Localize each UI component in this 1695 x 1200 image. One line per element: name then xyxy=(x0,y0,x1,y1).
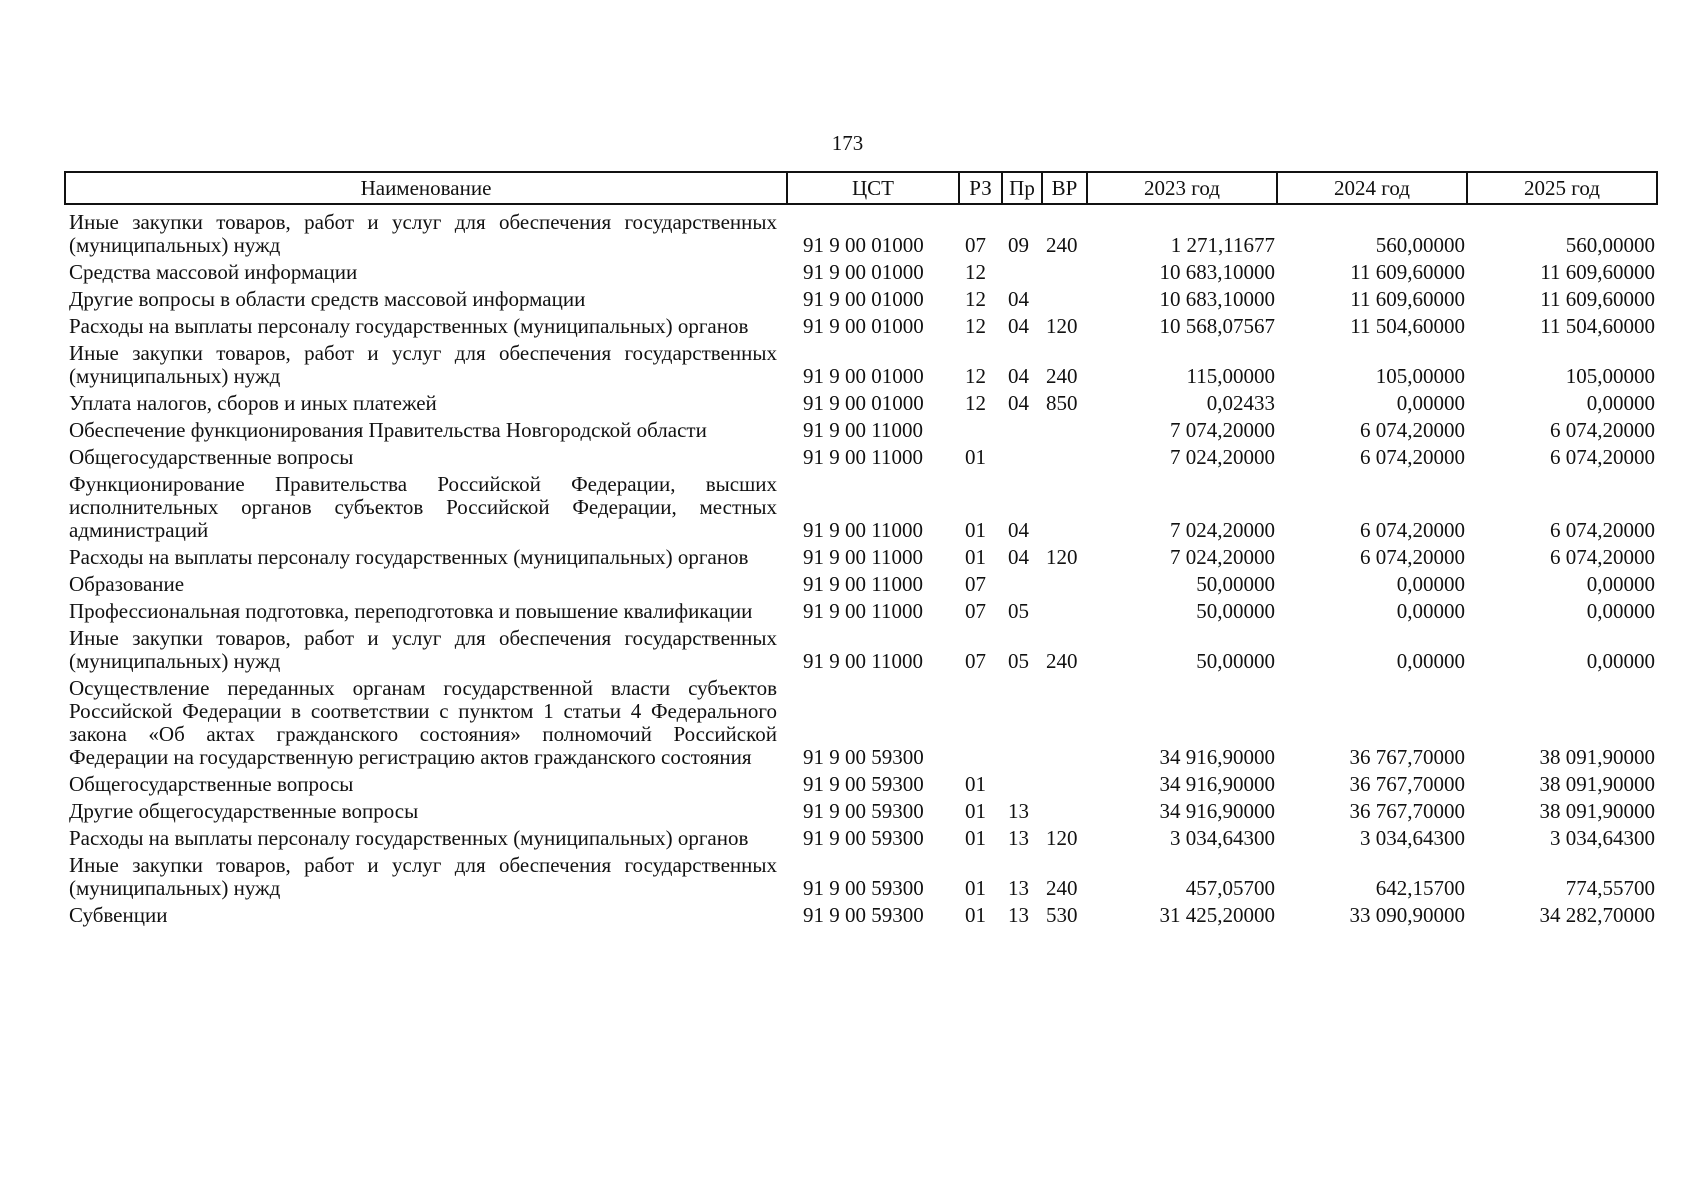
row-pr: 13 xyxy=(1008,799,1029,823)
row-name: Общегосударственные вопросы xyxy=(69,445,354,469)
row-value-2023: 34 916,90000 xyxy=(1159,745,1275,769)
row-name: Средства массовой информации xyxy=(69,260,358,284)
row-value-2025: 11 609,60000 xyxy=(1540,287,1655,311)
row-rz: 07 xyxy=(965,233,986,257)
row-name: Иные закупки товаров, работ и услуг для обеспечения государственных (муниципальных) нужд xyxy=(69,341,777,388)
row-value-2025: 6 074,20000 xyxy=(1550,418,1655,442)
table-row xyxy=(65,673,1657,769)
row-pr: 05 xyxy=(1008,649,1029,673)
row-value-2024: 6 074,20000 xyxy=(1360,445,1465,469)
row-cst: 91 9 00 01000 xyxy=(803,314,924,338)
table-row xyxy=(65,442,1657,469)
row-cst: 91 9 00 01000 xyxy=(803,233,924,257)
row-value-2025: 11 504,60000 xyxy=(1540,314,1655,338)
table-row xyxy=(65,415,1657,442)
row-name: Иные закупки товаров, работ и услуг для обеспечения государственных (муниципальных) нужд xyxy=(69,626,777,673)
row-value-2023: 50,00000 xyxy=(1196,572,1275,596)
row-value-2023: 7 074,20000 xyxy=(1170,418,1275,442)
row-pr: 04 xyxy=(1008,545,1029,569)
row-name: Расходы на выплаты персоналу государственных (муниципальных) органов xyxy=(69,545,749,569)
row-value-2024: 105,00000 xyxy=(1375,364,1465,388)
row-vr: 850 xyxy=(1046,391,1078,415)
row-pr xyxy=(1002,415,1042,442)
row-value-2023: 50,00000 xyxy=(1196,649,1275,673)
table-row xyxy=(65,311,1657,338)
row-pr: 04 xyxy=(1008,518,1029,542)
row-value-2025: 0,00000 xyxy=(1586,572,1655,596)
table-row xyxy=(65,542,1657,569)
row-cst: 91 9 00 11000 xyxy=(803,418,923,442)
row-value-2023: 115,00000 xyxy=(1186,364,1275,388)
row-value-2025: 774,55700 xyxy=(1565,876,1655,900)
row-cst: 91 9 00 01000 xyxy=(803,260,924,284)
row-vr: 120 xyxy=(1046,826,1078,850)
table-row xyxy=(65,596,1657,623)
row-rz: 07 xyxy=(965,649,986,673)
row-rz: 01 xyxy=(965,876,986,900)
row-vr xyxy=(1042,442,1087,469)
row-cst: 91 9 00 11000 xyxy=(803,545,923,569)
row-pr: 13 xyxy=(1008,876,1029,900)
row-value-2025: 38 091,90000 xyxy=(1539,745,1655,769)
row-value-2024: 6 074,20000 xyxy=(1360,418,1465,442)
row-pr xyxy=(1002,257,1042,284)
row-vr: 240 xyxy=(1046,876,1078,900)
table-row xyxy=(65,623,1657,673)
row-value-2024: 33 090,90000 xyxy=(1349,903,1465,927)
row-pr xyxy=(1002,673,1042,769)
row-cst: 91 9 00 59300 xyxy=(803,903,924,927)
header-rz: РЗ xyxy=(959,172,1002,204)
row-value-2025: 11 609,60000 xyxy=(1540,260,1655,284)
row-value-2024: 11 504,60000 xyxy=(1350,314,1465,338)
row-cst: 91 9 00 59300 xyxy=(803,745,924,769)
header-year-2024: 2024 год xyxy=(1277,172,1467,204)
row-value-2023: 50,00000 xyxy=(1196,599,1275,623)
row-rz xyxy=(959,415,1002,442)
row-value-2024: 6 074,20000 xyxy=(1360,518,1465,542)
row-value-2025: 0,00000 xyxy=(1586,391,1655,415)
header-year-2025: 2025 год xyxy=(1467,172,1657,204)
row-value-2024: 11 609,60000 xyxy=(1350,287,1465,311)
row-cst: 91 9 00 11000 xyxy=(803,599,923,623)
row-value-2023: 7 024,20000 xyxy=(1170,445,1275,469)
row-value-2023: 7 024,20000 xyxy=(1170,518,1275,542)
row-pr: 04 xyxy=(1008,391,1029,415)
row-cst: 91 9 00 59300 xyxy=(803,876,924,900)
row-value-2025: 105,00000 xyxy=(1565,364,1655,388)
row-value-2023: 10 568,07567 xyxy=(1159,314,1275,338)
row-vr xyxy=(1042,596,1087,623)
row-rz: 01 xyxy=(965,826,986,850)
row-cst: 91 9 00 59300 xyxy=(803,772,924,796)
row-name: Субвенции xyxy=(69,903,168,927)
row-rz: 07 xyxy=(965,599,986,623)
table-row xyxy=(65,257,1657,284)
row-pr: 13 xyxy=(1008,903,1029,927)
header-year-2023: 2023 год xyxy=(1087,172,1277,204)
table-body xyxy=(65,204,1657,927)
row-vr: 120 xyxy=(1046,545,1078,569)
row-cst: 91 9 00 01000 xyxy=(803,364,924,388)
row-value-2023: 7 024,20000 xyxy=(1170,545,1275,569)
table-row xyxy=(65,796,1657,823)
row-cst: 91 9 00 01000 xyxy=(803,391,924,415)
row-rz: 01 xyxy=(965,445,986,469)
row-pr xyxy=(1002,569,1042,596)
row-name: Расходы на выплаты персоналу государственных (муниципальных) органов xyxy=(69,826,749,850)
row-rz: 01 xyxy=(965,903,986,927)
budget-table xyxy=(64,171,1658,927)
table-row xyxy=(65,469,1657,542)
table-row xyxy=(65,388,1657,415)
row-value-2025: 560,00000 xyxy=(1565,233,1655,257)
row-name: Образование xyxy=(69,572,185,596)
row-rz: 12 xyxy=(965,260,986,284)
row-value-2024: 36 767,70000 xyxy=(1349,745,1465,769)
row-vr xyxy=(1042,796,1087,823)
row-value-2025: 3 034,64300 xyxy=(1550,826,1655,850)
row-value-2024: 3 034,64300 xyxy=(1360,826,1465,850)
row-vr xyxy=(1042,569,1087,596)
row-rz xyxy=(959,673,1002,769)
row-value-2024: 6 074,20000 xyxy=(1360,545,1465,569)
page-number: 173 xyxy=(831,131,864,155)
row-name: Обеспечение функционирования Правительства Новгородской области xyxy=(69,418,707,442)
row-vr: 240 xyxy=(1046,649,1078,673)
row-vr: 240 xyxy=(1046,364,1078,388)
row-value-2025: 6 074,20000 xyxy=(1550,545,1655,569)
row-rz: 12 xyxy=(965,391,986,415)
row-name: Осуществление переданных органам государственной власти субъектов Российской Федерации в соответствии с пунктом 1 статьи 4 Федерального закона «Об актах гражданского состояния» полномочий Российской Федерации на государственную регистрацию актов гражданского состояния xyxy=(69,676,777,769)
row-value-2023: 3 034,64300 xyxy=(1170,826,1275,850)
row-rz: 01 xyxy=(965,545,986,569)
row-rz: 12 xyxy=(965,287,986,311)
row-value-2025: 6 074,20000 xyxy=(1550,518,1655,542)
row-pr: 04 xyxy=(1008,364,1029,388)
row-name: Другие вопросы в области средств массовой информации xyxy=(69,287,586,311)
row-vr xyxy=(1042,284,1087,311)
row-pr: 04 xyxy=(1008,287,1029,311)
row-value-2025: 0,00000 xyxy=(1586,649,1655,673)
header-pr: Пр xyxy=(1002,172,1042,204)
row-cst: 91 9 00 11000 xyxy=(803,445,923,469)
row-value-2024: 0,00000 xyxy=(1396,391,1465,415)
row-cst: 91 9 00 59300 xyxy=(803,799,924,823)
row-rz: 12 xyxy=(965,364,986,388)
row-vr xyxy=(1042,673,1087,769)
row-name: Уплата налогов, сборов и иных платежей xyxy=(69,391,437,415)
table-row xyxy=(65,204,1657,257)
table-row xyxy=(65,569,1657,596)
row-value-2024: 36 767,70000 xyxy=(1349,799,1465,823)
row-value-2023: 0,02433 xyxy=(1206,391,1275,415)
row-vr: 120 xyxy=(1046,314,1078,338)
table-row xyxy=(65,284,1657,311)
header-cst: ЦСТ xyxy=(787,172,959,204)
table-row xyxy=(65,850,1657,900)
row-vr: 530 xyxy=(1046,903,1078,927)
table-row xyxy=(65,769,1657,796)
table-row xyxy=(65,823,1657,850)
row-vr xyxy=(1042,469,1087,542)
row-value-2025: 0,00000 xyxy=(1586,599,1655,623)
row-cst: 91 9 00 11000 xyxy=(803,572,923,596)
row-pr xyxy=(1002,442,1042,469)
row-vr xyxy=(1042,415,1087,442)
row-cst: 91 9 00 11000 xyxy=(803,649,923,673)
row-value-2024: 36 767,70000 xyxy=(1349,772,1465,796)
row-value-2024: 0,00000 xyxy=(1396,649,1465,673)
row-value-2023: 34 916,90000 xyxy=(1159,772,1275,796)
row-rz: 07 xyxy=(965,572,986,596)
row-value-2025: 34 282,70000 xyxy=(1539,903,1655,927)
row-value-2024: 642,15700 xyxy=(1375,876,1465,900)
row-pr: 05 xyxy=(1008,599,1029,623)
row-value-2024: 560,00000 xyxy=(1375,233,1465,257)
row-rz: 12 xyxy=(965,314,986,338)
row-value-2025: 38 091,90000 xyxy=(1539,799,1655,823)
row-rz: 01 xyxy=(965,799,986,823)
row-name: Другие общегосударственные вопросы xyxy=(69,799,419,823)
row-name: Иные закупки товаров, работ и услуг для обеспечения государственных (муниципальных) нужд xyxy=(69,210,777,257)
row-value-2023: 10 683,10000 xyxy=(1159,287,1275,311)
row-value-2025: 6 074,20000 xyxy=(1550,445,1655,469)
row-value-2024: 0,00000 xyxy=(1396,599,1465,623)
row-vr xyxy=(1042,769,1087,796)
row-value-2023: 31 425,20000 xyxy=(1159,903,1275,927)
row-rz: 01 xyxy=(965,772,986,796)
row-value-2023: 457,05700 xyxy=(1185,876,1275,900)
row-cst: 91 9 00 11000 xyxy=(803,518,923,542)
row-rz: 01 xyxy=(965,518,986,542)
row-value-2023: 1 271,11677 xyxy=(1170,233,1275,257)
row-pr: 09 xyxy=(1008,233,1029,257)
table-row xyxy=(65,338,1657,388)
row-vr xyxy=(1042,257,1087,284)
header-name: Наименование xyxy=(65,172,787,204)
table-header xyxy=(65,172,1657,204)
row-value-2024: 0,00000 xyxy=(1396,572,1465,596)
row-name: Иные закупки товаров, работ и услуг для обеспечения государственных (муниципальных) нужд xyxy=(69,853,777,900)
row-value-2025: 38 091,90000 xyxy=(1539,772,1655,796)
row-value-2023: 34 916,90000 xyxy=(1159,799,1275,823)
row-pr: 04 xyxy=(1008,314,1029,338)
row-pr xyxy=(1002,769,1042,796)
row-cst: 91 9 00 59300 xyxy=(803,826,924,850)
row-name: Профессиональная подготовка, переподготовка и повышение квалификации xyxy=(69,599,753,623)
row-name: Функционирование Правительства Российской Федерации, высших исполнительных органов субъектов Российской Федерации, местных администраций xyxy=(69,472,777,542)
row-name: Общегосударственные вопросы xyxy=(69,772,354,796)
row-value-2024: 11 609,60000 xyxy=(1350,260,1465,284)
table-row xyxy=(65,900,1657,927)
row-value-2023: 10 683,10000 xyxy=(1159,260,1275,284)
header-vr: ВР xyxy=(1042,172,1087,204)
row-name: Расходы на выплаты персоналу государственных (муниципальных) органов xyxy=(69,314,749,338)
row-cst: 91 9 00 01000 xyxy=(803,287,924,311)
row-pr: 13 xyxy=(1008,826,1029,850)
row-vr: 240 xyxy=(1046,233,1078,257)
